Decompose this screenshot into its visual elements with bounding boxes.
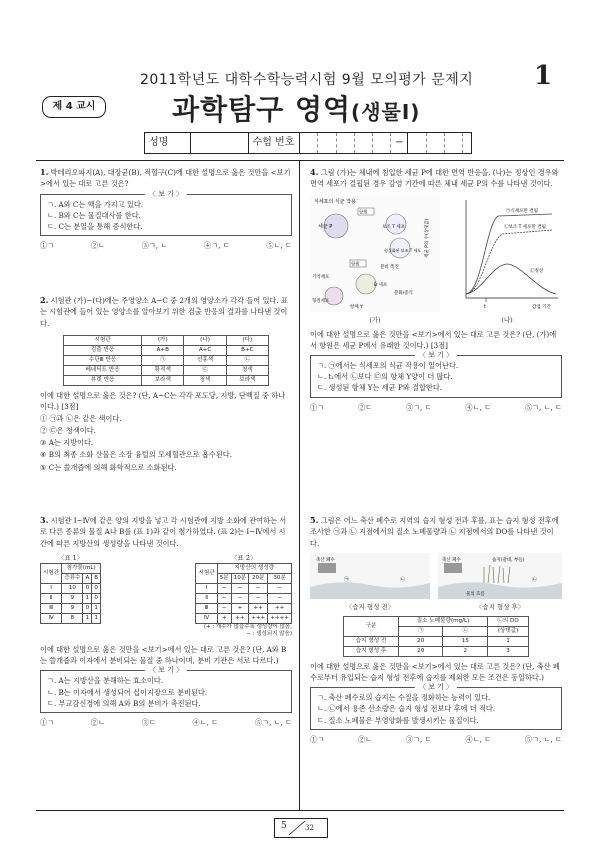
q4-figures <box>310 194 562 325</box>
question-4 <box>310 166 562 413</box>
table-row: Ⅲ − + ++ ++ <box>196 603 292 613</box>
option[interactable]: ④ B의 최종 소화 산물은 소장 융털의 모세혈관으로 흡수된다. <box>40 450 232 460</box>
q1-bogi-box <box>40 189 292 236</box>
bogi-label: 〈 보 기 〉 <box>415 682 457 693</box>
q4-text: 그림 (가)는 체내에 침입한 세균 P에 대한 면역 반응을, (나)는 정상인 경우와 면역 세포가 결핍된 경우 감염 기간에 따른 체내 세균 P의 수를 나타낸 것이다. <box>310 168 559 189</box>
exam-no-cell[interactable] <box>355 133 373 153</box>
q4-question: 이에 대한 설명으로 옳은 것만을 <보기>에서 있는 대로 고른 것은? (단, (가)에서 항원은 세균 P에서 유래한 것이다.) [3점] <box>310 329 557 350</box>
q5-bogi-box <box>310 683 562 729</box>
q4-figure-b <box>425 194 562 325</box>
q3-tables <box>40 553 292 638</box>
table2-note: (+ : 개수가 많을수록 생성량이 많음, − : 생성되지 않음) <box>203 623 292 637</box>
bogi-item: ㄷ. C는 분열을 통해 증식한다. <box>47 221 143 231</box>
fig-b-caption: (나) <box>501 315 513 324</box>
svg-text:감염 기간: 감염 기간 <box>532 304 551 310</box>
svg-text:㉠: ㉠ <box>344 576 350 583</box>
bogi-item: ㄴ. B와 C는 물질대사를 한다. <box>47 210 141 220</box>
table-header: (가) <box>142 335 184 345</box>
q3-number: 3. <box>40 515 49 525</box>
q3-choices <box>40 717 292 728</box>
bogi-item: ㄱ. A는 지방산을 분해하는 효소이다. <box>47 676 164 686</box>
q3-table2: 시험관 지방산의 생성량 5분 10분 20분 30분 Ⅰ − − − − Ⅱ − − − − Ⅲ − + ++ ++ Ⅳ + ++ +++ ++++ <box>195 563 292 624</box>
choice[interactable]: ③ㄱ, ㄷ <box>405 734 432 744</box>
exam-no-cell[interactable] <box>408 133 426 153</box>
choice[interactable]: ⑤ㄴ, ㄷ <box>266 241 292 251</box>
table-row: Ⅰ − − − − <box>196 583 292 593</box>
current-page: 5 <box>281 821 287 831</box>
choice[interactable]: ④ㄴ, ㄷ <box>465 402 492 412</box>
choice[interactable]: ①ㄱ <box>40 241 55 251</box>
q2-table <box>63 335 269 386</box>
option[interactable]: ⑤ C는 쓸개즙에 의해 화학적으로 소화된다. <box>40 462 177 472</box>
choice[interactable]: ④ㄴ, ㄷ <box>192 717 219 727</box>
svg-text:세균 P: 세균 P <box>318 223 333 230</box>
fig-caption: 〈습지 형성 후〉 <box>475 602 525 611</box>
choice[interactable]: ③ㄱ, ㄴ <box>141 241 168 251</box>
svg-text:항원: 항원 <box>359 210 368 216</box>
q4-bogi-box <box>310 351 562 397</box>
page-counter <box>274 818 328 838</box>
svg-text:㉡: ㉡ <box>532 576 538 583</box>
svg-text:분화/증식: 분화/증식 <box>394 290 413 296</box>
svg-text:㉢정상: ㉢정상 <box>530 268 544 274</box>
choice[interactable]: ④ㄱ, ㄷ <box>204 241 230 251</box>
q2-text: 시험관 (가)~(다)에는 주영양소 A~C 중 2개의 영양소가 각각 들어 있다. 표는 시험관에 들어 있는 영양소를 알아보기 위한 검출 반응의 결과를 나타낸 것이다. <box>40 296 288 328</box>
exam-no-cell[interactable] <box>427 133 445 153</box>
q4-choices <box>310 402 562 413</box>
table-row: 수단Ⅲ 반응 ㉠ 선홍색 ㉡ <box>64 355 269 365</box>
q1-text: 박테리오파지(A), 대장균(B), 적혈구(C)에 대한 설명으로 옳은 것만을 <보기>에서 있는 대로 고른 것은? <box>40 168 291 189</box>
q5-figure-after <box>438 553 562 612</box>
fig-a-caption: (가) <box>369 315 381 324</box>
svg-text:축산 폐수: 축산 폐수 <box>442 557 461 563</box>
table-row: Ⅳ + ++ +++ ++++ <box>196 613 292 623</box>
q3-stem <box>40 514 292 549</box>
period-badge: 제 4 교시 <box>42 96 106 118</box>
svg-text:축산 폐수: 축산 폐수 <box>316 557 335 563</box>
question-1 <box>40 166 292 251</box>
infection-graph <box>425 194 562 312</box>
subject-sub: (생물Ⅰ) <box>351 100 421 124</box>
q5-table: 구분 질소 노폐물량(mg/L) ㉡의 DO ㉠ ㉡ (상댓값) 습지 형성 전 20 15 1 습지 형성 후 20 2 3 <box>343 616 529 657</box>
option[interactable]: ③ A는 지방이다. <box>40 438 94 448</box>
slash-divider <box>275 819 327 837</box>
svg-text:분비 촉진: 분비 촉진 <box>380 264 399 270</box>
table-row: 습지 형성 후 20 2 3 <box>344 646 529 656</box>
choice[interactable]: ②ㄷ <box>357 402 373 412</box>
fig-label: 식세포의 식균 작용 <box>314 198 356 205</box>
bogi-label: 〈 보 기 〉 <box>145 189 187 200</box>
table-header: (다) <box>226 335 268 345</box>
column-divider <box>299 160 300 810</box>
choice[interactable]: ②ㄴ <box>90 717 105 727</box>
table-row: Ⅰ 10 0 0 <box>41 583 101 593</box>
table1-caption: 〈표 1〉 <box>57 553 84 562</box>
q2-stem <box>40 294 292 329</box>
svg-text:㉡: ㉡ <box>400 576 406 583</box>
q5-question: 이에 대한 설명으로 옳은 것만을 <보기>에서 있는 대로 고른 것은? (단, 축산 폐수로부터 유입되는 습지 형성 전후에 습지를 제외한 모든 조건은 동일하다.) <box>310 661 560 683</box>
choice[interactable]: ①ㄱ <box>310 734 325 744</box>
q3-question: 이에 대한 설명으로 옳은 것만을 <보기>에서 있는 대로 고른 것은? (단, A와 B는 쓸개즙과 이자에서 분비되는 물질 중 하나이며, 분비 기관은 서로 다르다.) <box>40 645 287 666</box>
choice[interactable]: ⑤ㄱ, ㄴ, ㄷ <box>254 717 292 727</box>
q3-table2-wrap <box>195 553 292 638</box>
svg-text:형질화된 보조 T 세포: 형질화된 보조 T 세포 <box>384 247 422 253</box>
bogi-item: ㄱ. ㉠에서는 식세포의 식균 작용이 일어난다. <box>317 361 459 371</box>
page-number: 1 <box>534 61 553 91</box>
q5-number: 5. <box>310 515 319 525</box>
choice[interactable]: ②ㄴ <box>90 241 105 251</box>
svg-text:t: t <box>484 303 486 310</box>
bogi-label: 〈 보 기 〉 <box>145 665 187 676</box>
subject-title <box>172 88 420 131</box>
exam-no-cell[interactable] <box>373 133 391 153</box>
q4-number: 4. <box>310 167 319 177</box>
table-row: Ⅳ 8 1 1 <box>41 613 101 623</box>
choice[interactable]: ⑤ㄱ, ㄴ, ㄷ <box>524 402 562 412</box>
bogi-item: ㄴ. t₁에서 ㉡보다 ㉢의 항체 Y양이 더 많다. <box>317 372 453 382</box>
choice[interactable]: ①ㄱ <box>310 402 325 412</box>
bogi-item: ㄴ. B는 이자에서 생성되어 십이지장으로 분비된다. <box>47 687 208 697</box>
name-label: 성명 <box>145 133 191 153</box>
choice[interactable]: ⑤ㄱ, ㄴ, ㄷ <box>524 734 562 744</box>
name-field[interactable] <box>191 133 249 153</box>
q3-text: 시험관 Ⅰ~Ⅳ에 같은 양의 지방을 넣고 각 시험관에 지방 소화에 관여하는 서로 다른 종류의 물질 A나 B를 (표 1)과 같이 첨가하였다. (표 2)는 Ⅰ~Ⅳ에서 시간에 따른 지방산의 생성량을 나타낸 것이다. <box>40 516 287 548</box>
svg-text:형질세포: 형질세포 <box>312 298 330 304</box>
q3-table1-wrap <box>40 553 101 638</box>
svg-text:㉡보조 T 세포만 결핍: ㉡보조 T 세포만 결핍 <box>504 224 546 230</box>
svg-text:물의 흐름: 물의 흐름 <box>466 591 485 597</box>
choice[interactable]: ③ㄱ, ㄷ <box>405 402 432 412</box>
table-header: (나) <box>184 335 226 345</box>
subject-main: 과학탐구 영역 <box>172 93 352 126</box>
exam-no-label: 수험 번호 <box>249 133 301 153</box>
q1-choices <box>40 240 292 251</box>
q4-figure-a <box>310 194 440 325</box>
q5-stem <box>310 514 562 549</box>
wetland-before-illustration <box>310 553 430 599</box>
table-row: 검출 반응 A+B A+C B+C <box>64 345 269 355</box>
q1-number: 1. <box>40 167 49 177</box>
header-divider <box>36 160 564 161</box>
bogi-item: ㄴ. ㉡에서 용존 산소량은 습지 형성 전보다 후에 더 적다. <box>317 704 496 714</box>
table-row: 뷰렛 반응 보라색 청색 보라색 <box>64 375 269 385</box>
bogi-item: ㄷ. 생성된 항체 Y는 세균 P와 결합한다. <box>317 383 443 393</box>
footer-divider <box>36 810 564 811</box>
exam-no-cell[interactable] <box>337 133 355 153</box>
total-pages: 32 <box>305 824 314 832</box>
question-5 <box>310 514 562 745</box>
exam-no-cell[interactable] <box>445 133 463 153</box>
q1-stem <box>40 166 292 190</box>
table-row: Ⅲ 9 0 1 <box>41 603 101 613</box>
bogi-item: ㄷ. 부교감신경에 의해 A와 B의 분비가 촉진된다. <box>47 698 201 708</box>
svg-text:습지(갈대, 부들): 습지(갈대, 부들) <box>492 557 525 563</box>
q5-choices <box>310 734 562 745</box>
exam-no-cell[interactable] <box>463 133 471 153</box>
question-2 <box>40 294 292 474</box>
svg-text:항원: 항원 <box>351 262 360 268</box>
option[interactable]: ① ㉠과 ㉡은 같은 색이다. <box>40 414 122 424</box>
q2-question: 이에 대한 설명으로 옳은 것은? (단, A~C는 각각 포도당, 지방, 단백질 중 하나이다.) [3점] <box>40 390 286 411</box>
fig-caption: 〈습지 형성 전〉 <box>345 602 395 611</box>
table2-caption: 〈표 2〉 <box>230 553 257 562</box>
id-box <box>144 132 472 154</box>
choice[interactable]: ①ㄱ <box>40 717 55 727</box>
table-header: 시험관 <box>64 335 142 345</box>
table-row: Ⅱ − − − − <box>196 593 292 603</box>
q5-text: 그림은 어느 축산 폐수로 지역의 습지 형성 전과 후를, 표는 습지 형성 전후에 조사한 ㉠과 ㉡ 지점에서의 질소 노폐물량과 ㉡ 지점에서의 DO를 나타낸 것이다. <box>310 516 559 548</box>
table-row: 베네딕트 반응 황적색 ㉢ 청색 <box>64 365 269 375</box>
bogi-item: ㄱ. 축산 폐수로의 습지는 수질을 정화하는 능력이 있다. <box>317 693 491 703</box>
q3-table1: 시험관 첨가물(mL) 증류수 A B Ⅰ 10 0 0 Ⅱ 9 1 0 Ⅲ 9 0 1 Ⅳ 8 1 1 <box>40 563 101 624</box>
q4-stem <box>310 166 562 190</box>
option[interactable]: ② ㉢은 청색이다. <box>40 426 96 436</box>
bogi-item: ㄱ. A와 C는 핵을 가지고 있다. <box>47 199 144 209</box>
q3-bogi-box <box>40 666 292 712</box>
choice[interactable]: ②ㄴ <box>357 734 373 744</box>
svg-text:항체 Y: 항체 Y <box>350 304 363 310</box>
q5-figure-before <box>310 553 430 612</box>
svg-text:B 세포: B 세포 <box>374 282 388 288</box>
q2-number: 2. <box>40 295 49 305</box>
exam-no-dash: − <box>391 133 408 153</box>
exam-title: 2011학년도 대학수학능력시험 9월 모의평가 문제지 <box>140 72 474 88</box>
question-3 <box>40 514 292 728</box>
choice[interactable]: ③ㄷ <box>141 717 156 727</box>
table-row: Ⅱ 9 1 0 <box>41 593 101 603</box>
svg-text:기억세포: 기억세포 <box>312 274 330 280</box>
svg-text:세균 P의 수(상댓값): 세균 P의 수(상댓값) <box>425 218 430 258</box>
svg-text:㉠식세포만 결핍: ㉠식세포만 결핍 <box>506 208 539 214</box>
immune-response-diagram <box>310 194 440 312</box>
choice[interactable]: ④ㄴ, ㄷ <box>465 734 492 744</box>
bogi-item: ㄷ. 질소 노폐물은 부영양화를 발생시키는 물질이다. <box>317 715 479 725</box>
exam-no-cell[interactable] <box>300 133 318 153</box>
table-row: 습지 형성 전 20 15 1 <box>344 636 529 646</box>
svg-text:보조 T 세포: 보조 T 세포 <box>382 224 405 230</box>
bogi-label: 〈 보 기 〉 <box>415 350 457 361</box>
wetland-after-illustration <box>438 553 562 599</box>
q5-figures <box>310 553 562 612</box>
exam-no-cell[interactable] <box>318 133 336 153</box>
